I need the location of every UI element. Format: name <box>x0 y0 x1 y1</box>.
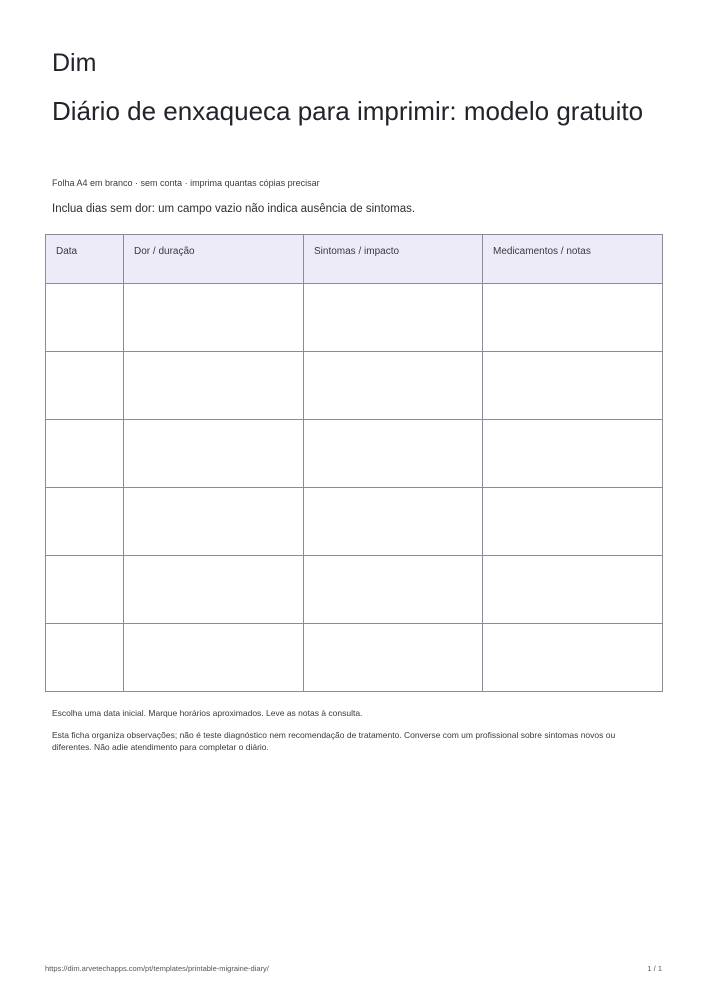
table-cell <box>483 624 663 692</box>
column-header-symptoms-impact: Sintomas / impacto <box>304 235 483 284</box>
table-cell <box>304 488 483 556</box>
table-cell <box>124 420 304 488</box>
table-cell <box>304 624 483 692</box>
table-cell <box>46 420 124 488</box>
page-title: Diário de enxaqueca para imprimir: modelo gratuito <box>52 96 644 126</box>
table-cell <box>46 624 124 692</box>
table-cell <box>46 284 124 352</box>
table-row <box>46 420 663 488</box>
table-cell <box>304 420 483 488</box>
migraine-log-table <box>45 234 663 692</box>
table-row <box>46 624 663 692</box>
page-url: https://dim.arvetechapps.com/pt/templates/printable-migraine-diary/ <box>45 964 269 973</box>
table-cell <box>124 284 304 352</box>
column-header-pain-duration: Dor / duração <box>124 235 304 284</box>
table-cell <box>124 556 304 624</box>
table-cell <box>483 556 663 624</box>
table-cell <box>46 488 124 556</box>
table-cell <box>483 284 663 352</box>
brand-name: Dim <box>52 49 97 77</box>
table-cell <box>304 556 483 624</box>
page-subtitle: Folha A4 em branco · sem conta · imprima quantas cópias precisar <box>52 178 320 188</box>
column-header-date: Data <box>46 235 124 284</box>
table-cell <box>46 352 124 420</box>
table-cell <box>483 352 663 420</box>
usage-instructions: Escolha uma data inicial. Marque horários aproximados. Leve as notas à consulta. <box>52 708 363 718</box>
table-cell <box>483 420 663 488</box>
table-cell <box>304 284 483 352</box>
column-header-medications-notes: Medicamentos / notas <box>483 235 663 284</box>
table-cell <box>304 352 483 420</box>
table-cell <box>124 624 304 692</box>
table-row <box>46 352 663 420</box>
medical-disclaimer: Esta ficha organiza observações; não é teste diagnóstico nem recomendação de tratamento. Converse com um profissional sobre sintomas novos ou diferentes. Não adie atendimento para completar o diário. <box>52 730 616 752</box>
table-header-row <box>46 235 663 284</box>
page-number: 1 / 1 <box>647 964 662 973</box>
table-cell <box>46 556 124 624</box>
instruction-note: Inclua dias sem dor: um campo vazio não indica ausência de sintomas. <box>52 203 416 215</box>
table-cell <box>124 352 304 420</box>
table-cell <box>124 488 304 556</box>
table-row <box>46 488 663 556</box>
table-cell <box>483 488 663 556</box>
table-row <box>46 556 663 624</box>
table-row <box>46 284 663 352</box>
